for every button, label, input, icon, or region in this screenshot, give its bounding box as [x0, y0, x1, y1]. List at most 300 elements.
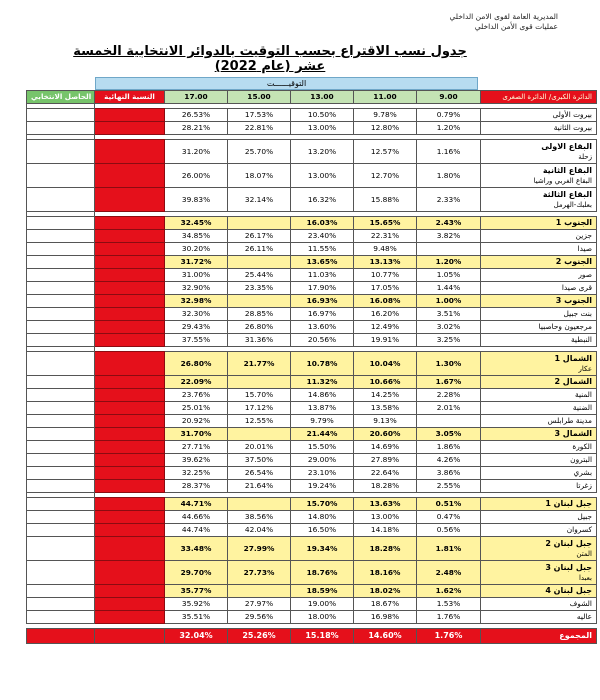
final-rate-cell: [95, 282, 165, 295]
turnout-cell: 22.64%: [354, 467, 417, 480]
turnout-cell: 11.32%: [291, 376, 354, 389]
turnout-cell: 19.00%: [291, 598, 354, 611]
table-row: [27, 122, 597, 135]
district-name-cell: [481, 537, 597, 561]
turnout-cell: 1.86%: [417, 441, 481, 454]
district-name-cell: [481, 188, 597, 212]
turnout-cell: 44.71%: [165, 498, 228, 511]
turnout-cell: 28.85%: [228, 308, 291, 321]
total-turnout-cell: 1.76%: [417, 629, 481, 644]
turnout-cell: 9.78%: [354, 109, 417, 122]
turnout-cell: 17.05%: [354, 282, 417, 295]
turnout-cell: 1.05%: [417, 269, 481, 282]
turnout-cell: 23.40%: [291, 230, 354, 243]
final-rate-cell: [95, 389, 165, 402]
result-cell: [27, 295, 95, 308]
table-row: [27, 321, 597, 334]
turnout-cell: 13.65%: [291, 256, 354, 269]
turnout-cell: 4.26%: [417, 454, 481, 467]
district-name-cell: بيروت الثانية: [481, 122, 597, 135]
turnout-cell: 3.02%: [417, 321, 481, 334]
final-rate-cell: [95, 352, 165, 376]
total-final-cell: [95, 629, 165, 644]
turnout-cell: 37.50%: [228, 454, 291, 467]
district-row: [27, 352, 597, 376]
final-rate-cell: [95, 561, 165, 585]
turnout-cell: 25.01%: [165, 402, 228, 415]
turnout-cell: 27.71%: [165, 441, 228, 454]
turnout-cell: 11.55%: [291, 243, 354, 256]
turnout-cell: 26.00%: [165, 164, 228, 188]
result-cell: [27, 561, 95, 585]
turnout-cell: 29.56%: [228, 611, 291, 624]
district-name-cell: الكورة: [481, 441, 597, 454]
turnout-cell: 3.51%: [417, 308, 481, 321]
district-name-cell: المنية: [481, 389, 597, 402]
final-rate-cell: [95, 321, 165, 334]
district-name-cell: مرجعيون وحاصبيا: [481, 321, 597, 334]
final-rate-cell: [95, 498, 165, 511]
header-row: [27, 91, 597, 104]
turnout-cell: 30.20%: [165, 243, 228, 256]
district-name-cell: صيدا: [481, 243, 597, 256]
result-cell: [27, 598, 95, 611]
turnout-cell: 1.16%: [417, 140, 481, 164]
turnout-cell: 39.62%: [165, 454, 228, 467]
turnout-cell: 9.48%: [354, 243, 417, 256]
final-rate-cell: [95, 243, 165, 256]
district-name-cell: الشمال 2: [481, 376, 597, 389]
final-rate-cell: [95, 402, 165, 415]
turnout-cell: 23.10%: [291, 467, 354, 480]
district-name: جبل لبنان 3: [545, 562, 592, 572]
turnout-cell: 39.83%: [165, 188, 228, 212]
district-name: البقاع الثانية: [542, 165, 592, 175]
total-turnout-cell: 32.04%: [165, 629, 228, 644]
turnout-cell: [228, 295, 291, 308]
result-cell: [27, 321, 95, 334]
final-rate-cell: [95, 441, 165, 454]
result-cell: [27, 256, 95, 269]
result-cell: [27, 389, 95, 402]
district-row: [27, 498, 597, 511]
final-rate-cell: [95, 598, 165, 611]
turnout-cell: 12.49%: [354, 321, 417, 334]
result-cell: [27, 611, 95, 624]
turnout-cell: 12.57%: [354, 140, 417, 164]
final-rate-cell: [95, 376, 165, 389]
turnout-cell: 3.25%: [417, 334, 481, 347]
result-cell: [27, 269, 95, 282]
final-rate-cell: [95, 188, 165, 212]
turnout-cell: 26.54%: [228, 467, 291, 480]
turnout-cell: 19.91%: [354, 334, 417, 347]
turnout-cell: 1.44%: [417, 282, 481, 295]
district-name-cell: مدينة طرابلس: [481, 415, 597, 428]
table-row: [27, 230, 597, 243]
turnout-cell: 14.25%: [354, 389, 417, 402]
turnout-cell: 2.28%: [417, 389, 481, 402]
turnout-cell: 32.25%: [165, 467, 228, 480]
turnout-table: [26, 90, 597, 644]
turnout-cell: 0.51%: [417, 498, 481, 511]
turnout-cell: 44.66%: [165, 511, 228, 524]
turnout-cell: 3.82%: [417, 230, 481, 243]
turnout-cell: 0.47%: [417, 511, 481, 524]
column-header-time: 9.00: [417, 91, 481, 104]
result-cell: [27, 585, 95, 598]
district-row: [27, 217, 597, 230]
organization-header: [418, 12, 558, 32]
table-row: [27, 611, 597, 624]
column-header-result: الحاصل الانتخابي: [27, 91, 95, 104]
turnout-cell: 14.86%: [291, 389, 354, 402]
turnout-cell: 42.04%: [228, 524, 291, 537]
turnout-cell: [228, 256, 291, 269]
result-cell: [27, 415, 95, 428]
turnout-cell: 23.76%: [165, 389, 228, 402]
district-name-cell: الجنوب 3: [481, 295, 597, 308]
turnout-cell: 16.97%: [291, 308, 354, 321]
district-name-cell: [481, 140, 597, 164]
district-name-cell: [481, 352, 597, 376]
final-rate-cell: [95, 295, 165, 308]
column-header-time: 13.00: [291, 91, 354, 104]
turnout-cell: [228, 585, 291, 598]
result-cell: [27, 164, 95, 188]
turnout-cell: 32.45%: [165, 217, 228, 230]
turnout-cell: 16.93%: [291, 295, 354, 308]
turnout-cell: 15.70%: [228, 389, 291, 402]
turnout-cell: 25.44%: [228, 269, 291, 282]
turnout-cell: 13.13%: [354, 256, 417, 269]
result-cell: [27, 282, 95, 295]
turnout-cell: 26.80%: [165, 352, 228, 376]
result-cell: [27, 498, 95, 511]
table-row: [27, 188, 597, 212]
turnout-cell: 17.12%: [228, 402, 291, 415]
district-row: [27, 537, 597, 561]
final-rate-cell: [95, 480, 165, 493]
turnout-cell: 34.85%: [165, 230, 228, 243]
result-cell: [27, 334, 95, 347]
total-turnout-cell: 15.18%: [291, 629, 354, 644]
table-row: [27, 243, 597, 256]
turnout-cell: 10.77%: [354, 269, 417, 282]
turnout-cell: 21.44%: [291, 428, 354, 441]
final-rate-cell: [95, 585, 165, 598]
turnout-cell: 26.80%: [228, 321, 291, 334]
turnout-cell: [228, 428, 291, 441]
turnout-cell: 1.67%: [417, 376, 481, 389]
turnout-cell: 26.11%: [228, 243, 291, 256]
district-name-cell: بيروت الأولى: [481, 109, 597, 122]
turnout-cell: 1.53%: [417, 598, 481, 611]
turnout-cell: 26.53%: [165, 109, 228, 122]
table-row: [27, 480, 597, 493]
turnout-cell: 32.30%: [165, 308, 228, 321]
turnout-cell: 19.34%: [291, 537, 354, 561]
turnout-cell: 10.66%: [354, 376, 417, 389]
column-header-time: 17.00: [165, 91, 228, 104]
turnout-cell: 18.02%: [354, 585, 417, 598]
turnout-cell: 28.21%: [165, 122, 228, 135]
result-cell: [27, 428, 95, 441]
final-rate-cell: [95, 524, 165, 537]
result-cell: [27, 188, 95, 212]
turnout-cell: 23.35%: [228, 282, 291, 295]
district-name-cell: [481, 164, 597, 188]
final-rate-cell: [95, 428, 165, 441]
table-row: [27, 140, 597, 164]
result-cell: [27, 352, 95, 376]
district-name-cell: بشري: [481, 467, 597, 480]
turnout-cell: 32.14%: [228, 188, 291, 212]
final-rate-cell: [95, 611, 165, 624]
turnout-cell: 13.20%: [291, 140, 354, 164]
turnout-cell: 31.72%: [165, 256, 228, 269]
final-rate-cell: [95, 217, 165, 230]
table-row: [27, 511, 597, 524]
column-header-final: النسبة النهائية: [95, 91, 165, 104]
turnout-cell: 15.88%: [354, 188, 417, 212]
turnout-cell: 32.98%: [165, 295, 228, 308]
district-name-cell: الشوف: [481, 598, 597, 611]
result-cell: [27, 467, 95, 480]
result-cell: [27, 308, 95, 321]
column-header-district: الدائرة الكبرى/ الدائرة الصغرى: [481, 91, 597, 104]
result-cell: [27, 122, 95, 135]
result-cell: [27, 243, 95, 256]
table-row: [27, 282, 597, 295]
district-name-cell: قرى صيدا: [481, 282, 597, 295]
district-name-cell: الجنوب 2: [481, 256, 597, 269]
turnout-cell: 18.07%: [228, 164, 291, 188]
turnout-cell: 20.92%: [165, 415, 228, 428]
turnout-cell: 0.56%: [417, 524, 481, 537]
final-rate-cell: [95, 164, 165, 188]
table-row: [27, 598, 597, 611]
turnout-cell: 26.17%: [228, 230, 291, 243]
turnout-table-body: [27, 91, 597, 644]
result-cell: [27, 524, 95, 537]
subdistrict-name: بعلبك-الهرمل: [553, 200, 592, 209]
turnout-cell: 1.30%: [417, 352, 481, 376]
turnout-cell: 3.05%: [417, 428, 481, 441]
turnout-cell: 27.73%: [228, 561, 291, 585]
turnout-cell: [228, 376, 291, 389]
turnout-cell: 11.03%: [291, 269, 354, 282]
turnout-cell: 21.64%: [228, 480, 291, 493]
final-rate-cell: [95, 454, 165, 467]
district-row: [27, 585, 597, 598]
turnout-cell: 18.67%: [354, 598, 417, 611]
turnout-cell: 12.55%: [228, 415, 291, 428]
turnout-cell: 12.80%: [354, 122, 417, 135]
turnout-cell: 27.97%: [228, 598, 291, 611]
final-rate-cell: [95, 308, 165, 321]
subdistrict-name: عكار: [578, 364, 592, 373]
turnout-cell: 16.08%: [354, 295, 417, 308]
table-row: [27, 402, 597, 415]
org-line-1: المديرية العامة لقوى الامن الداخلي: [449, 12, 558, 21]
final-rate-cell: [95, 537, 165, 561]
turnout-cell: 31.00%: [165, 269, 228, 282]
turnout-cell: 18.59%: [291, 585, 354, 598]
turnout-cell: 14.69%: [354, 441, 417, 454]
district-name-cell: جبل لبنان 1: [481, 498, 597, 511]
district-row: [27, 295, 597, 308]
turnout-cell: 12.70%: [354, 164, 417, 188]
subdistrict-name: البقاع الغربي وراشيا: [533, 176, 592, 185]
district-name-cell: عاليه: [481, 611, 597, 624]
district-name-cell: البترون: [481, 454, 597, 467]
district-name-cell: زغرتا: [481, 480, 597, 493]
turnout-cell: [417, 415, 481, 428]
total-row: [27, 629, 597, 644]
turnout-cell: 1.00%: [417, 295, 481, 308]
subdistrict-name: زحلة: [578, 152, 592, 161]
turnout-cell: 9.13%: [354, 415, 417, 428]
final-rate-cell: [95, 334, 165, 347]
turnout-cell: 16.98%: [354, 611, 417, 624]
district-name-cell: الشمال 3: [481, 428, 597, 441]
turnout-cell: 15.50%: [291, 441, 354, 454]
org-line-2: عمليات قوى الأمن الداخلي: [474, 22, 558, 31]
turnout-cell: 27.99%: [228, 537, 291, 561]
turnout-cell: 28.37%: [165, 480, 228, 493]
turnout-table-container: [26, 90, 596, 644]
turnout-cell: 13.00%: [291, 122, 354, 135]
turnout-cell: 13.00%: [354, 511, 417, 524]
turnout-cell: 16.50%: [291, 524, 354, 537]
final-rate-cell: [95, 230, 165, 243]
turnout-cell: 10.50%: [291, 109, 354, 122]
turnout-cell: [228, 217, 291, 230]
turnout-cell: 10.04%: [354, 352, 417, 376]
turnout-cell: 3.86%: [417, 467, 481, 480]
district-name-cell: جبيل: [481, 511, 597, 524]
column-header-time: 15.00: [228, 91, 291, 104]
turnout-cell: 14.18%: [354, 524, 417, 537]
table-row: [27, 269, 597, 282]
turnout-cell: 29.70%: [165, 561, 228, 585]
district-row: [27, 256, 597, 269]
turnout-cell: 33.48%: [165, 537, 228, 561]
district-name: البقاع الاولى: [541, 141, 592, 151]
result-cell: [27, 217, 95, 230]
table-row: [27, 415, 597, 428]
final-rate-cell: [95, 122, 165, 135]
turnout-cell: 17.53%: [228, 109, 291, 122]
turnout-cell: 21.77%: [228, 352, 291, 376]
turnout-cell: 10.78%: [291, 352, 354, 376]
result-cell: [27, 109, 95, 122]
turnout-cell: 25.70%: [228, 140, 291, 164]
district-name-cell: النبطية: [481, 334, 597, 347]
turnout-cell: 13.60%: [291, 321, 354, 334]
district-row: [27, 561, 597, 585]
table-row: [27, 164, 597, 188]
turnout-cell: 29.43%: [165, 321, 228, 334]
turnout-cell: 19.24%: [291, 480, 354, 493]
district-name: الشمال 1: [554, 353, 592, 363]
timing-header: التوقيــــــت: [95, 77, 478, 90]
turnout-cell: 13.00%: [291, 164, 354, 188]
turnout-cell: 22.09%: [165, 376, 228, 389]
turnout-cell: 16.32%: [291, 188, 354, 212]
turnout-cell: 35.92%: [165, 598, 228, 611]
district-name: البقاع الثالثة: [542, 189, 592, 199]
final-rate-cell: [95, 256, 165, 269]
turnout-cell: 1.20%: [417, 256, 481, 269]
turnout-cell: 35.77%: [165, 585, 228, 598]
turnout-cell: 20.60%: [354, 428, 417, 441]
subdistrict-name: المتن: [576, 549, 592, 558]
result-cell: [27, 454, 95, 467]
turnout-cell: 2.33%: [417, 188, 481, 212]
final-rate-cell: [95, 511, 165, 524]
district-name-cell: كسروان: [481, 524, 597, 537]
turnout-cell: 1.80%: [417, 164, 481, 188]
result-cell: [27, 480, 95, 493]
table-row: [27, 441, 597, 454]
total-turnout-cell: 14.60%: [354, 629, 417, 644]
turnout-cell: 32.90%: [165, 282, 228, 295]
district-name-cell: صور: [481, 269, 597, 282]
turnout-cell: 2.01%: [417, 402, 481, 415]
district-name: جبل لبنان 2: [545, 538, 592, 548]
turnout-cell: 22.31%: [354, 230, 417, 243]
turnout-cell: 14.80%: [291, 511, 354, 524]
turnout-cell: 35.51%: [165, 611, 228, 624]
turnout-cell: 16.03%: [291, 217, 354, 230]
table-row: [27, 524, 597, 537]
result-cell: [27, 230, 95, 243]
turnout-cell: 2.55%: [417, 480, 481, 493]
turnout-cell: 9.79%: [291, 415, 354, 428]
district-name-cell: بنت جبيل: [481, 308, 597, 321]
final-rate-cell: [95, 415, 165, 428]
turnout-cell: 31.70%: [165, 428, 228, 441]
turnout-cell: 29.00%: [291, 454, 354, 467]
turnout-cell: 18.28%: [354, 480, 417, 493]
turnout-cell: 38.56%: [228, 511, 291, 524]
district-name-cell: الضنية: [481, 402, 597, 415]
turnout-cell: 2.43%: [417, 217, 481, 230]
final-rate-cell: [95, 269, 165, 282]
turnout-cell: 0.79%: [417, 109, 481, 122]
turnout-cell: 13.63%: [354, 498, 417, 511]
district-name-cell: جزين: [481, 230, 597, 243]
turnout-cell: 31.20%: [165, 140, 228, 164]
turnout-cell: 15.70%: [291, 498, 354, 511]
district-row: [27, 428, 597, 441]
turnout-cell: 17.90%: [291, 282, 354, 295]
turnout-cell: 18.16%: [354, 561, 417, 585]
final-rate-cell: [95, 109, 165, 122]
final-rate-cell: [95, 467, 165, 480]
total-turnout-cell: 25.26%: [228, 629, 291, 644]
turnout-cell: 13.58%: [354, 402, 417, 415]
total-label: المجموع: [481, 629, 597, 644]
final-rate-cell: [95, 140, 165, 164]
table-row: [27, 454, 597, 467]
turnout-cell: 15.65%: [354, 217, 417, 230]
column-header-time: 11.00: [354, 91, 417, 104]
district-name-cell: [481, 561, 597, 585]
turnout-cell: [228, 498, 291, 511]
